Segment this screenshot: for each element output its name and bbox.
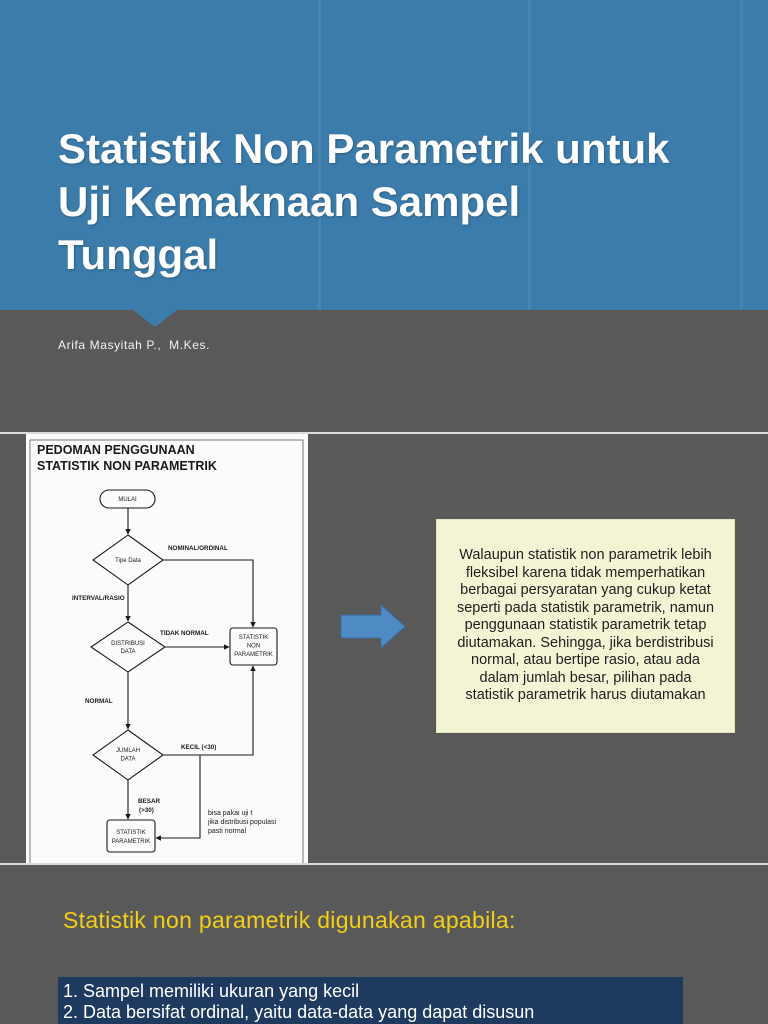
result-nonparametric-label-3: PARAMETRIK (234, 652, 273, 658)
result-nonparametric-label-1: STATISTIK (238, 635, 269, 641)
flowchart-title-line-1: PEDOMAN PENGGUNAAN (37, 443, 195, 457)
label-nominal-ordinal: NOMINAL/ORDINAL (168, 545, 228, 552)
callout-text: Walaupun statistik non parametrik lebih fleksibel karena tidak memperhatikan berbagai persyaratan yang cukup ketat seperti pada statistik parametrik, namun penggunaan statistik parametrik tetap diutamakan. Sehingga, jika berdistribusi normal, atau bertipe rasio, atau ada dalam jumlah besar, pilihan pada statistik parametrik harus diutamakan (456, 547, 715, 704)
right-arrow-icon (340, 604, 406, 649)
decision-data-type-label: Tipe Data (115, 558, 141, 565)
result-parametric-label-1: STATISTIK (116, 830, 146, 836)
label-tidak-normal: TIDAK NORMAL (160, 630, 209, 637)
decision-data-count (93, 730, 163, 780)
note-line-1: bisa pakai uji t (208, 810, 253, 817)
edge-kecil-uji-t (156, 755, 200, 838)
edge-kecil (163, 666, 253, 755)
title-line-1: Statistik Non Parametrik untuk (58, 125, 670, 172)
note-line-2: jika distribusi populasi (208, 819, 277, 826)
flowchart-diagram (26, 434, 308, 863)
slide-2 (0, 434, 768, 863)
slide-3-heading: Statistik non parametrik digunakan apabila: (63, 907, 516, 933)
flowchart-scan-image (26, 434, 308, 863)
edge-nominal-ordinal (163, 560, 253, 627)
decision-distribution (91, 622, 165, 672)
label-besar-2: (>30) (139, 807, 154, 814)
author-name: Arifa Masyitah P., M.Kes. (58, 338, 211, 352)
title-banner (0, 0, 768, 310)
label-kecil: KECIL (<30) (181, 744, 217, 751)
flowchart-title-line-2: STATISTIK NON PARAMETRIK (37, 459, 217, 473)
callout-box (436, 519, 735, 733)
slide-3 (0, 865, 768, 1024)
label-besar-1: BESAR (138, 798, 161, 805)
title-line-2: Uji Kemaknaan Sampel (58, 178, 521, 225)
start-node-label: MULAI (118, 497, 137, 504)
result-parametric-label-2: PARAMETRIK (111, 839, 151, 845)
decision-distribution-label-1: DISTRIBUSI (111, 641, 145, 647)
result-nonparametric-label-2: NON (246, 643, 261, 650)
list-item: 2. Data bersifat ordinal, yaitu data-data yang dapat disusun (63, 1002, 535, 1022)
title-line-3: Tunggal (58, 231, 219, 278)
label-interval-rasio: INTERVAL/RASIO (72, 595, 125, 602)
label-normal: NORMAL (85, 698, 113, 705)
decision-data-count-label-2: DATA (120, 756, 136, 763)
decision-data-count-label-1: JUMLAH (115, 748, 141, 754)
result-parametric-node (107, 820, 155, 852)
note-line-3: pasti normal (208, 828, 247, 835)
banner-notch (133, 310, 177, 327)
list-item: 1. Sampel memiliki ukuran yang kecil (63, 981, 360, 1001)
right-arrow-shape (341, 605, 405, 648)
decision-distribution-label-2: DATA (120, 649, 136, 655)
presentation-title (58, 122, 748, 281)
slide-1 (0, 0, 768, 432)
conditions-list (58, 977, 683, 1024)
